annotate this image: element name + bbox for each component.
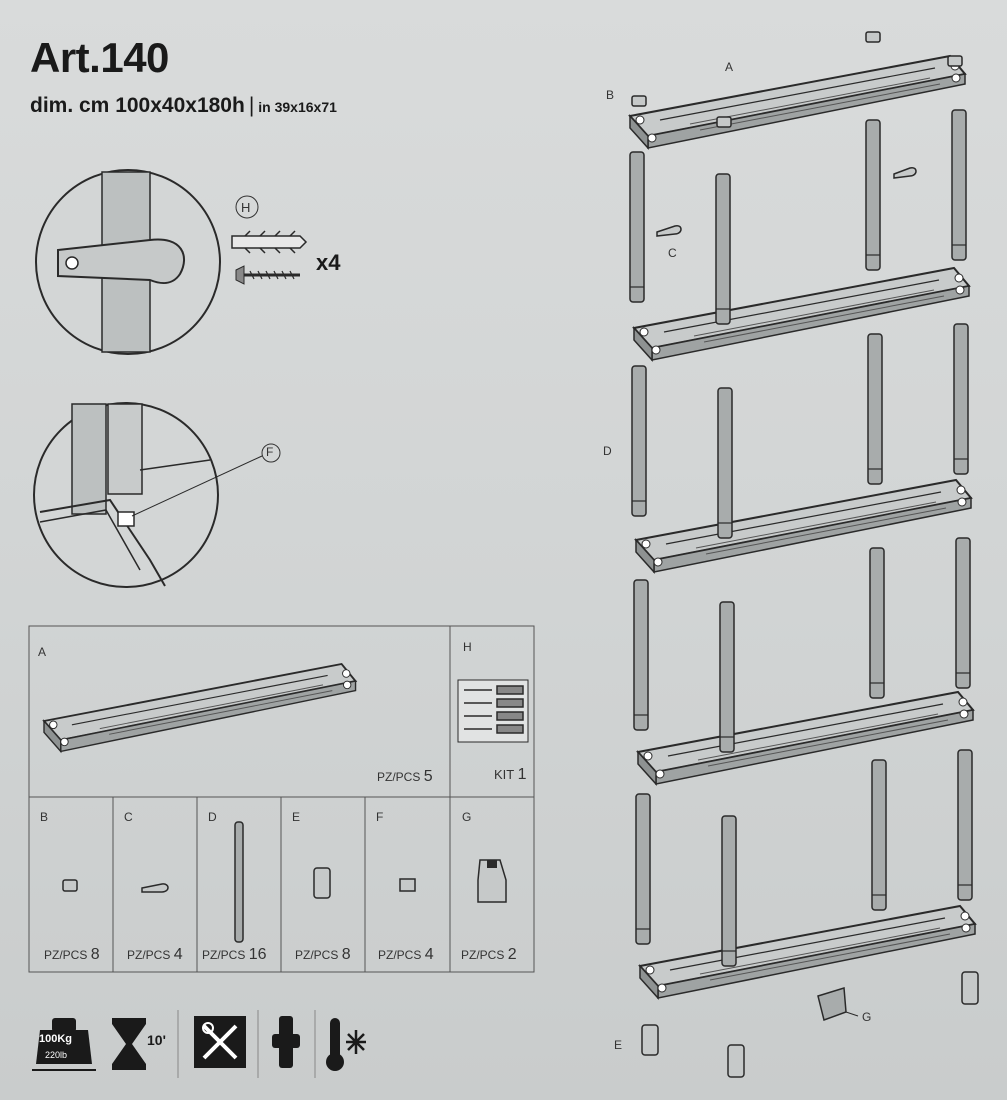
separator: | (248, 94, 255, 117)
qty-b: PZ/PCS 8 (44, 946, 100, 963)
qty-a: PZ/PCS 5 (377, 768, 433, 785)
qty-d: PZ/PCS 16 (202, 946, 267, 963)
qty-f: PZ/PCS 4 (378, 946, 434, 963)
hardware-letter: H (241, 200, 251, 215)
clip-callout-letter: F (266, 445, 274, 459)
hardware-quantity: x4 (316, 250, 341, 275)
exploded-label-a: A (725, 60, 734, 74)
dimensions-cm: dim. cm 100x40x180h (30, 94, 245, 117)
weight-capacity-lb: 220lb (45, 1050, 68, 1060)
detail-connector-circle (34, 403, 280, 587)
article-title: Art.140 (30, 34, 169, 81)
weight-capacity-label: 100Kg (39, 1033, 73, 1045)
part-letter-f: F (376, 810, 384, 824)
part-letter-g: G (462, 810, 472, 824)
qty-g: PZ/PCS 2 (461, 946, 517, 963)
parts-table (29, 626, 534, 972)
part-letter-b: B (40, 810, 49, 824)
qty-e: PZ/PCS 8 (295, 946, 351, 963)
hourglass-icon (112, 1018, 146, 1070)
assembly-time-label: 10' (147, 1032, 166, 1048)
part-letter-h: H (463, 640, 472, 654)
temperature-resistant-icon (326, 1018, 366, 1071)
part-letter-a: A (38, 645, 47, 659)
no-tools-icon (194, 1016, 246, 1068)
wall-fix-icon (272, 1016, 300, 1068)
exploded-label-e: E (614, 1038, 623, 1052)
detail-clip-circle (36, 170, 220, 354)
part-letter-c: C (124, 810, 133, 824)
bottom-icon-strip (32, 1010, 366, 1078)
part-letter-e: E (292, 810, 301, 824)
qty-c: PZ/PCS 4 (127, 946, 183, 963)
dimensions-in: in 39x16x71 (258, 99, 337, 115)
part-letter-d: D (208, 810, 217, 824)
hardware-anchor-screw (232, 196, 306, 284)
exploded-label-g: G (862, 1010, 872, 1024)
exploded-label-d: D (603, 444, 612, 458)
qty-h: KIT 1 (494, 766, 527, 783)
exploded-label-b: B (606, 88, 615, 102)
exploded-label-c: C (668, 246, 677, 260)
exploded-shelving-view (630, 32, 978, 1077)
